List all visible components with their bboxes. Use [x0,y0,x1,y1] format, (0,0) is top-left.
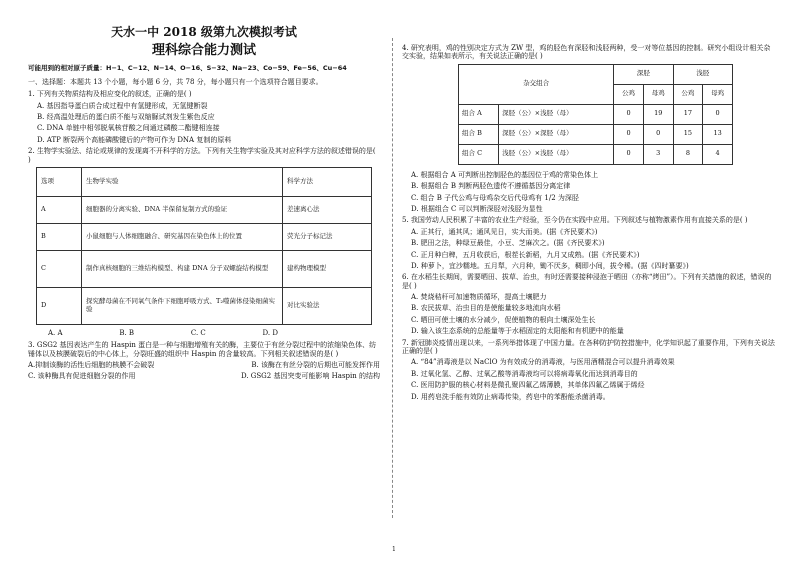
option-c: C. 组合 B 子代公鸡与母鸡杂交后代母鸡有 1/2 为深胫 [411,193,579,202]
question-stem: 7. 新冠肺炎疫情出现以来，一系列举措体现了中国力量。在各种防护防控措施中，化学知识起了重要作用，下列有关说法正确的是( ) [402,338,775,356]
option-b: B. 经高温处理后的蛋白质不能与双缩脲试剂发生紫色反应 [37,112,215,121]
question-4 [402,44,776,213]
table-cell: 0 [703,104,733,124]
option-d: D. 根据组合 C 可以判断深胫对浅胫为显性 [411,204,543,213]
column-divider [392,38,393,518]
option-c: C. 正月种白稗，五月收获后，根茬长新稻，九月又成熟。(据《齐民要术》) [411,250,640,259]
question-stem: 4. 研究表明，鸡的性别决定方式为 ZW 型，鸡的胫色有深胫和浅胫两种，受一对等位基因的控制。研究小组设计相关杂交实验，结果如表所示，有关说法正确的是( ) [402,44,771,61]
table-cell: C [37,250,82,287]
option-a: A. “84”消毒液是以 NaClO 为有效成分的消毒液，与医用酒精混合可以提升消毒效果 [411,358,675,367]
table-cell: D [37,287,82,324]
question-stem: 5. 我国劳动人民积累了丰富的农业生产经验，至今仍在实践中应用。下列叙述与植物激素作用有直接关系的是( ) [402,216,748,225]
options-row [28,361,380,369]
methods-table [36,167,372,325]
option-c: C. 医用防护服的核心材料是微孔聚四氟乙烯薄膜，其单体四氟乙烯属于烯烃 [411,381,645,390]
table-header-cell: 公鸡 [673,84,703,104]
table-header-row [37,167,372,196]
question-7 [402,339,776,401]
question-stem: 1. 下列有关物质结构及相应变化的叙述，正确的是( ) [28,90,192,99]
table-cell: 细胞器的分离实验、DNA 半保留复制方式的验证 [82,196,283,223]
table-header-cell: 深胫 [614,64,673,84]
table-header-cell: 科学方法 [283,167,372,196]
option-b: B. 农民拔草、治虫目的是使能量较多地流向水稻 [411,304,561,313]
section-instructions: 一、选择题：本题共 13 个小题，每小题 6 分，共 78 分，每小题只有一个选项符合题目要求。 [28,77,323,86]
table-row [37,196,372,223]
table-cell: 13 [703,124,733,144]
table-cell: 0 [614,104,644,124]
option-a: A. 根据组合 A 可判断出控制胫色的基因位于鸡的常染色体上 [411,170,599,179]
option-a: A. 焚烧秸秆可加速物质循环，提高土壤肥力 [411,293,547,302]
table-cell: 组合 A [459,104,499,124]
options-row [28,372,380,380]
table-header-row [459,64,733,84]
table-row [459,124,733,144]
table-cell: 小鼠细胞与人体细胞融合、研究基因在染色体上的位置 [82,223,283,250]
question-3 [28,341,380,381]
table-cell: 深胫（公）×浅胫（母） [499,104,614,124]
table-cell: 组合 B [459,124,499,144]
question-2 [28,147,380,337]
table-cell: A [37,196,82,223]
table-cell: 建构物理模型 [283,250,372,287]
table-cell: 差速离心法 [283,196,372,223]
option-d: D. 用药皂洗手能有效防止病毒传染，药皂中的苯酚能杀菌消毒。 [411,392,610,401]
cross-table [458,64,733,165]
table-cell: 浅胫（公）×浅胫（母） [499,144,614,164]
option-d: D. 种萝卜，宜沙糯地。五月犁，六月种，锄不厌多，稠即小间，拔令稀。(据《四时纂要》) [411,261,689,270]
left-column [28,0,380,384]
option-a: A. A [48,328,63,337]
option-d: D. D [262,328,278,337]
option-a: A.抑制该酶的活性后细胞的核膜不会破裂 [28,361,155,370]
table-cell: 探究酵母菌在不同氧气条件下细胞呼吸方式、T₂噬菌体侵染细菌实验 [82,287,283,324]
question-5 [402,216,776,270]
exam-title: 天水一中 2018 级第九次模拟考试 [111,25,297,39]
option-c: C. 该种酶具有促进细胞分裂的作用 [28,372,136,381]
option-b: B. 过氧化氢、乙醇、过氧乙酸等消毒液均可以将病毒氧化而达到消毒目的 [411,369,638,378]
option-a: A. 基因指导蛋白质合成过程中有氢键形成，无氢键断裂 [37,101,208,110]
right-column [402,44,776,404]
table-cell: 荧光分子标记法 [283,223,372,250]
option-d: D. ATP 断裂两个高能磷酸键后的产物可作为 DNA 复制的原料 [37,135,232,144]
question-stem: 6. 在水稻生长期间，需要晒田、拔草、治虫，有时还需要接种浸泡于晒田（亦称“烤田”）。下列有关措施的叙述，错误的是( ) [402,273,772,290]
question-6 [402,273,776,335]
answer-choices [48,329,278,337]
table-row [37,223,372,250]
option-d: D. GSG2 基因突变可能影响 Haspin 的结构 [240,372,380,381]
option-c: C. DNA 单链中相邻脱氧核苷酸之间通过磷酸二酯键相连接 [37,124,220,133]
question-stem: 3. GSG2 基因表达产生的 Haspin 蛋白是一种与细胞增殖有关的酶，主要位于有丝分裂过程中的浓缩染色体、纺锤体以及核膜破裂后的中心体上，分裂旺盛的组织中 Haspin 的含量较高。下列相关叙述错误的是( ) [28,341,377,358]
table-header-cell: 生物学实验 [82,167,283,196]
table-row [459,104,733,124]
table-header-cell: 母鸡 [703,84,733,104]
question-stem: 2. 生物学实验法、结论或规律的发现离不开科学的方法。下列有关生物学实验及其对应科学方法的叙述错误的是( ) [28,147,376,164]
table-cell: 17 [673,104,703,124]
table-cell: 3 [643,144,673,164]
option-c: C. C [190,328,206,337]
table-header-cell: 选项 [37,167,82,196]
table-cell: 制作真核细胞的三维结构模型、构建 DNA 分子双螺旋结构模型 [82,250,283,287]
table-row [37,250,372,287]
table-header-cell: 母鸡 [643,84,673,104]
table-cell: 15 [673,124,703,144]
option-b: B. 该酶在有丝分裂的后期也可能发挥作用 [251,361,380,370]
question-1 [28,90,380,144]
table-row [37,287,372,324]
exam-subtitle: 理科综合能力测试 [151,43,256,59]
table-cell: 8 [673,144,703,164]
table-cell: 组合 C [459,144,499,164]
atomic-mass-note: 可能用到的相对原子质量：H−1、C−12、N−14、O−16、S−32、Na−23、Co−59、Fe−56、Cu−64 [28,63,347,72]
table-header-cell: 公鸡 [614,84,644,104]
option-a: A. 正其行，通其风；通风见日，实大而美。(据《齐民要术》) [411,227,598,236]
table-cell: 19 [643,104,673,124]
table-cell: 对比实验法 [283,287,372,324]
table-cell: 0 [643,124,673,144]
option-b: B. 肥田之法，种绿豆最佳，小豆、芝麻次之。(据《齐民要术》) [411,239,605,248]
option-c: C. 晒田可使土壤的水分减少，促使植物的根向土壤深处生长 [411,315,596,324]
table-cell: 4 [703,144,733,164]
table-header-cell: 浅胫 [673,64,732,84]
page-number: 1 [392,546,396,553]
table-cell: 0 [614,144,644,164]
option-b: B. 根据组合 B 判断两胫色遗传不遵循基因分离定律 [411,182,571,191]
table-cell: 深胫（公）×深胫（母） [499,124,614,144]
table-cell: 0 [614,124,644,144]
table-header-cell: 杂交组合 [459,64,614,104]
table-cell: B [37,223,82,250]
table-row [459,144,733,164]
option-d: D. 输入该生态系统的总能量等于水稻固定的太阳能和有机肥中的能量 [411,327,624,336]
option-b: B. B [119,328,135,337]
